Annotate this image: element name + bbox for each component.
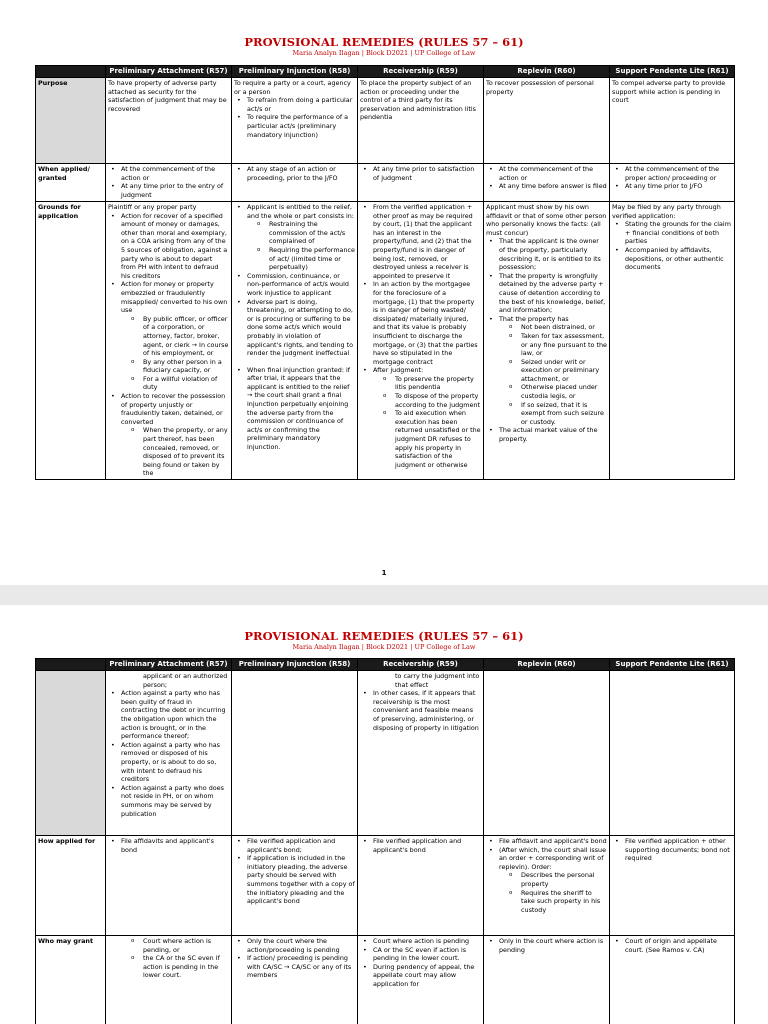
sub-item: o To aid execution when execution has been returned unsatisfied or the judgment DR refuses to apply his property in satisfaction of the judgment or otherwise — [395, 409, 481, 469]
list-item: • At any time prior to satisfaction of judgment — [373, 165, 481, 182]
list-item: • Action against a party who has been guilty of fraud in contracting the debt or incurring the obligation upon which the action is brought, or in the performance thereof; — [121, 689, 229, 741]
bullet-list — [108, 212, 229, 478]
bullet-list — [234, 837, 355, 906]
bullet-list — [234, 203, 355, 452]
cell — [610, 202, 735, 480]
table-header-row — [36, 659, 735, 671]
bullet-list — [486, 237, 607, 443]
list-item: • At the commencement of the action or — [499, 165, 607, 182]
list-item: • Accompanied by affidavits, depositions, or other authentic documents — [625, 246, 732, 272]
cell-text: to carry the judgment into that effect — [395, 672, 480, 689]
cell — [232, 836, 358, 936]
cell — [484, 671, 610, 836]
cell — [484, 836, 610, 936]
sub-item: o Not been distrained, or — [521, 323, 607, 332]
cell-text: May be filed by any party through verified application: — [612, 203, 721, 220]
document-subtitle: Maria Analyn Ilagan | Block D2021 | UP College of Law — [292, 49, 476, 57]
row-label: Who may grant — [36, 936, 106, 1024]
sub-item: o If so seized, that it is exempt from such seizure or custody. — [521, 401, 607, 427]
sub-list — [373, 375, 481, 470]
cell — [106, 936, 232, 1024]
cell — [106, 202, 232, 480]
document-subtitle: Maria Analyn Ilagan | Block D2021 | UP College of Law — [292, 643, 476, 651]
cell — [484, 202, 610, 480]
sub-item: o Requiring the performance of act/ (limited time or perpetually) — [269, 246, 355, 272]
sub-list — [247, 220, 355, 272]
header-receivership: Receivership (R59) — [358, 659, 484, 671]
list-item: • Only in the court where action is pending — [499, 937, 607, 954]
sub-list — [108, 937, 229, 980]
list-item: • During pendency of appeal, the appellate court may allow application for — [373, 963, 481, 989]
header-support: Support Pendente Lite (R61) — [610, 659, 735, 671]
cell — [610, 836, 735, 936]
bullet-list — [486, 837, 607, 914]
cell — [106, 836, 232, 936]
row-who-may-grant — [36, 936, 735, 1024]
row-grounds — [36, 202, 735, 480]
header-corner — [36, 659, 106, 671]
header-corner — [36, 66, 106, 78]
bullet-list — [108, 165, 229, 199]
cell: To recover possession of personal property — [484, 78, 610, 164]
cell — [232, 202, 358, 480]
row-purpose — [36, 78, 735, 164]
list-item: • File affidavits and applicant's bond — [121, 837, 229, 854]
remedies-table — [35, 65, 735, 480]
list-item: • If application is included in the initiatory pleading, the adverse party should be served with summons together with a copy of the initiatory pleading and the applicant's bond — [247, 854, 355, 906]
row-label: How applied for — [36, 836, 106, 936]
bullet-list — [360, 689, 481, 732]
sub-list — [499, 323, 607, 426]
bullet-list — [360, 837, 481, 854]
list-item: • At any time prior to J/FO — [625, 182, 732, 191]
cell — [232, 164, 358, 202]
row-when — [36, 164, 735, 202]
sub-item: o Taken for tax assessment, or any fine pursuant to the law, or — [521, 332, 607, 358]
cell-text: Plaintiff or any proper party — [108, 203, 197, 211]
bullet-list — [612, 937, 732, 954]
bullet-list — [360, 203, 481, 469]
bullet-list — [612, 220, 732, 272]
header-injunction: Preliminary Injunction (R58) — [232, 659, 358, 671]
list-item — [499, 846, 607, 915]
list-item: • File affidavit and applicant's bond — [499, 837, 607, 846]
list-item: • Only the court where the action/proceeding is pending — [247, 937, 355, 954]
list-item: • Action for recover of a specified amount of money or damages, other than moral and exemplary, on a COA arising from any of the 5 sources of obligation, against a party who is about to depart from PH with intent to defraud his creditors — [121, 212, 229, 281]
bullet-list — [234, 937, 355, 980]
cell — [484, 164, 610, 202]
list-item: • That the property is wrongfully detained by the adverse party + cause of detention according to the best of his knowledge, belief, and information; — [499, 272, 607, 315]
header-replevin: Replevin (R60) — [484, 659, 610, 671]
sub-list — [121, 315, 229, 392]
list-item: • File verified application and applicant's bond; — [247, 837, 355, 854]
sub-item: o Restraining the commission of the act/s complained of — [269, 220, 355, 246]
list-item: • In an action by the mortgagee for the foreclosure of a mortgage, (1) that the property is in danger of being wasted/ dissipated/ materially injured, and that its value is probably insufficient to discharge the mortgage, or (3) that the parties have so stipulated in the mortgage contract — [373, 280, 481, 366]
bullet-list — [612, 165, 732, 191]
sub-item: o To preserve the property litis pendentia — [395, 375, 481, 392]
sub-item: o Otherwise placed under custodia legis, or — [521, 383, 607, 400]
table-header-row — [36, 66, 735, 78]
cell — [358, 836, 484, 936]
list-item — [121, 392, 229, 478]
sub-item: o To dispose of the property according to the judgment — [395, 392, 481, 409]
list-item: • That the applicant is the owner of the property, particularly describing it, or is entitled to its possession; — [499, 237, 607, 271]
list-item: • From the verified application + other proof as may be required by court, (1) that the applicant has an interest in the property/fund, and (2) that the property/fund is in danger of being lost, removed, or destroyed unless a receiver is appointed to preserve it — [373, 203, 481, 280]
row-label — [36, 671, 106, 836]
bullet-list — [234, 96, 355, 139]
list-item: • In other cases, if it appears that receivership is the most convenient and feasible means of preserving, administering, or disposing of property in litigation — [373, 689, 481, 732]
sub-list — [121, 426, 229, 478]
list-item: • File verified application and applicant's bond — [373, 837, 481, 854]
list-item-text: That the property has — [499, 314, 569, 323]
sub-item: o Court where action is pending, or — [143, 937, 229, 954]
header-attachment: Preliminary Attachment (R57) — [106, 659, 232, 671]
list-item-text: Action to recover the possession of property unjustly or fraudulently taken, detained, or converted — [121, 392, 226, 426]
list-item-text: (After which, the court shall issue an order + corresponding writ of replevin). Order: — [499, 845, 607, 871]
cell — [610, 671, 735, 836]
list-item — [499, 315, 607, 427]
row-label: When applied/ granted — [36, 164, 106, 202]
row-label: Purpose — [36, 78, 106, 164]
list-item: • File verified application + other supporting documents; bond not required — [625, 837, 732, 863]
bullet-list — [612, 837, 732, 863]
bullet-list — [234, 165, 355, 182]
document-title: PROVISIONAL REMEDIES (RULES 57 – 61) — [244, 35, 524, 49]
list-item: • If action/ proceeding is pending with CA/SC → CA/SC or any of its members — [247, 954, 355, 980]
cell: To have property of adverse party attached as security for the satisfaction of judgment that may be recovered — [106, 78, 232, 164]
header-support: Support Pendente Lite (R61) — [610, 66, 735, 78]
list-item — [373, 366, 481, 469]
sub-item: o Requires the sheriff to take such property in his custody — [521, 889, 607, 915]
sub-item: o For a willful violation of duty — [143, 375, 229, 392]
header-attachment: Preliminary Attachment (R57) — [106, 66, 232, 78]
list-item: • At any time before answer is filed — [499, 182, 607, 191]
bullet-list — [108, 689, 229, 818]
list-item: • Commission, continuance, or non-performance of act/s would work injustice to applicant — [247, 272, 355, 298]
list-item: • The actual market value of the property. — [499, 426, 607, 443]
cell-text: applicant or an authorized person; — [143, 672, 228, 689]
list-item: • At the commencement of the action or — [121, 165, 229, 182]
bullet-list — [486, 165, 607, 191]
sub-item: o the CA or the SC even if action is pending in the lower court. — [143, 954, 229, 980]
cell — [358, 936, 484, 1024]
cell — [358, 164, 484, 202]
cell — [610, 936, 735, 1024]
list-item: • At the commencement of the proper action/ proceeding or — [625, 165, 732, 182]
list-item: • At any time prior to the entry of judgment — [121, 182, 229, 199]
list-item: • Action against a party who does not reside in PH, or on whom summons may be served by publication — [121, 784, 229, 818]
row-label: Grounds for application — [36, 202, 106, 480]
list-item: • When final injunction granted: if after trial, it appears that the applicant is entitled to the relief → the court shall grant a final injunction perpetually enjoining the adverse party from the commission or continuance of act/s or confirming the preliminary mandatory injunction. — [247, 366, 355, 452]
list-item-text: Action for money or property embezzled or fraudulently misapplied/ converted to his own use — [121, 280, 228, 315]
sub-item: o By public officer, or officer of a corporation, or attorney, factor, broker, agent, or clerk → In course of his employment, or — [143, 315, 229, 358]
list-item: • Stating the grounds for the claim + financial conditions of both parties — [625, 220, 732, 246]
header-receivership: Receivership (R59) — [358, 66, 484, 78]
page-separator — [0, 585, 768, 605]
header-replevin: Replevin (R60) — [484, 66, 610, 78]
header-injunction: Preliminary Injunction (R58) — [232, 66, 358, 78]
list-item: • At any stage of an action or proceeding, prior to the J/FO — [247, 165, 355, 182]
bullet-list — [108, 837, 229, 854]
cell — [610, 164, 735, 202]
cell-text: Applicant must show by his own affidavit or that of some other person who personally knows the facts: (all must concur) — [486, 203, 607, 237]
sub-item: o Describes the personal property — [521, 871, 607, 888]
cell — [232, 936, 358, 1024]
sub-item: o By any other person in a fiduciary capacity, or — [143, 358, 229, 375]
list-item-text: After judgment: — [373, 366, 424, 375]
list-item — [121, 280, 229, 392]
row-how-applied — [36, 836, 735, 936]
cell-text: To require a party or a court, agency or a person — [234, 79, 351, 96]
cell — [106, 164, 232, 202]
list-item: • Court of origin and appellate court. (See Ramos v. CA) — [625, 937, 732, 954]
page-number: 1 — [381, 569, 387, 577]
cell — [232, 671, 358, 836]
cell: To compel adverse party to provide support while action is pending in court — [610, 78, 735, 164]
list-item: • To require the performance of a particular act/s (preliminary mandatory injunction) — [247, 113, 355, 139]
list-item — [247, 203, 355, 272]
row-grounds-continued — [36, 671, 735, 836]
cell — [358, 202, 484, 480]
list-item: • To refrain from doing a particular act/s or — [247, 96, 355, 113]
remedies-table-continued — [35, 658, 735, 1024]
bullet-list — [360, 937, 481, 989]
bullet-list — [486, 937, 607, 954]
bullet-list — [360, 165, 481, 182]
list-item: • Adverse part is doing, threatening, or attempting to do, or is procuring or suffering to be done some act/s which would probably in violation of applicant's rights, and tending to render the judgment ineffectual — [247, 298, 355, 358]
document-title: PROVISIONAL REMEDIES (RULES 57 – 61) — [244, 629, 524, 643]
list-item: • Action against a party who has removed or disposed of his property, or is about to do so, with intent to defraud his creditors — [121, 741, 229, 784]
list-item-text: Applicant is entitled to the relief, and the whole or part consists in: — [247, 203, 354, 220]
cell — [232, 78, 358, 164]
cell — [484, 936, 610, 1024]
list-item: • Court where action is pending — [373, 937, 481, 946]
list-item: • CA or the SC even if action is pending in the lower court. — [373, 946, 481, 963]
cell — [358, 671, 484, 836]
sub-item: o Seized under writ or execution or preliminary attachment, or — [521, 358, 607, 384]
document-page-2 — [0, 605, 768, 1024]
cell — [106, 671, 232, 836]
cell: To place the property subject of an action or proceeding under the control of a third party for its preservation and administration litis pendentia — [358, 78, 484, 164]
sub-item: o When the property, or any part thereof, has been concealed, removed, or disposed of to prevent its being found or taken by the — [143, 426, 229, 478]
sub-list — [499, 871, 607, 914]
